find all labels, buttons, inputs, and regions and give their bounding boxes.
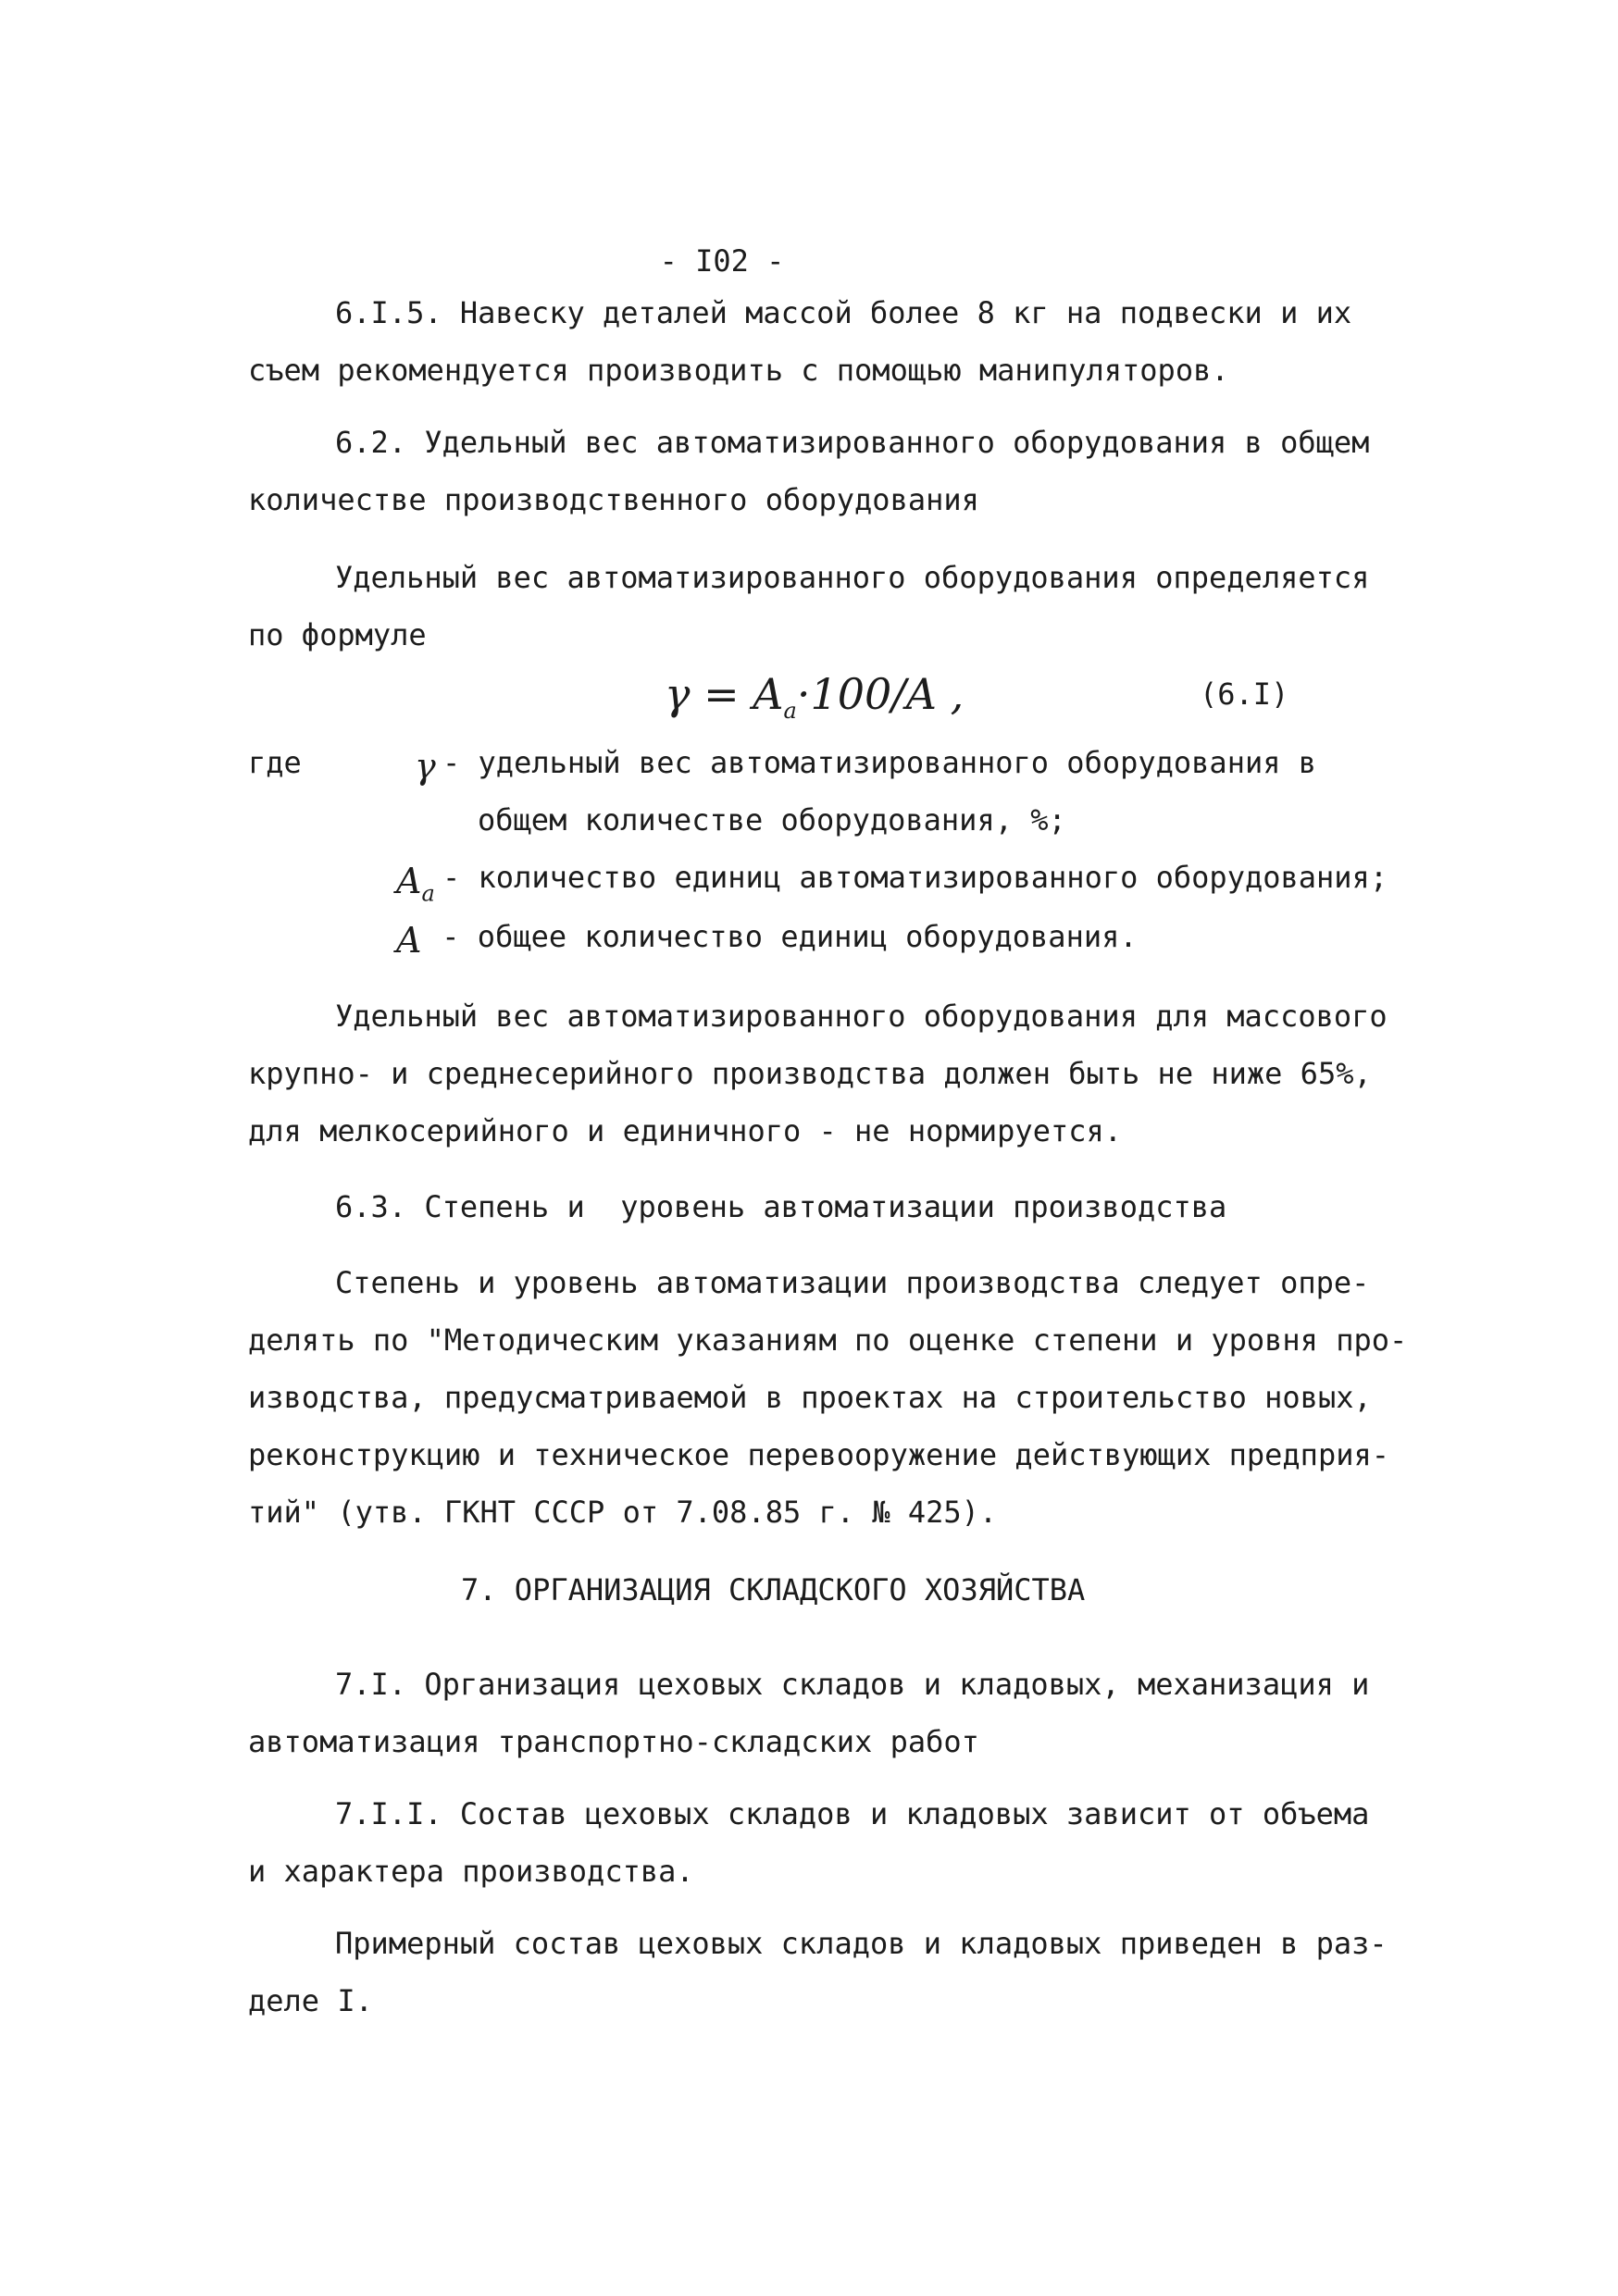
para-6-1-5-line2: съем рекомендуется производить с помощью манипуляторов. [248, 353, 1229, 388]
section-6-3-line5: тий" (утв. ГКНТ СССР от 7.08.85 г. № 425). [248, 1495, 998, 1530]
para-norm-line3: для мелкосерийного и единичного - не нормируется. [248, 1113, 1123, 1148]
formula-sub: a [783, 698, 797, 725]
def-gamma-text: - удельный вес автоматизированного оборудования в [442, 745, 1317, 780]
para-7-1-1-line4: деле I. [248, 1983, 373, 2018]
formula-number: (6.I) [1200, 676, 1289, 712]
formula-6-1 [665, 668, 964, 737]
para-7-1-1-line2: и характера производства. [248, 1854, 694, 1889]
para-6-1-5-line1: 6.I.5. Навеску деталей массой более 8 кг на подвески и их [335, 295, 1352, 330]
para-7-1-1-line1: 7.I.I. Состав цеховых складов и кладовых зависит от объема [335, 1796, 1370, 1831]
def-symbol-gamma: γ [415, 746, 436, 787]
section-6-3-title: 6.3. Степень и уровень автоматизации производства [335, 1189, 1227, 1224]
def-a-text: - общее количество единиц оборудования. [424, 919, 1138, 954]
def-symbol-aa [396, 863, 435, 912]
section-7-1-line2: автоматизация транспортно-складских работ [248, 1724, 979, 1759]
para-7-1-1-line3: Примерный состав цеховых складов и кладовых приведен в раз- [335, 1926, 1388, 1961]
para-6-2-intro-line1: Удельный вес автоматизированного оборудования определяется [335, 560, 1370, 595]
section-6-2-line2: количестве производственного оборудования [248, 482, 979, 517]
page-number: - I02 - [659, 243, 785, 279]
section-6-3-line3: изводства, предусматриваемой в проектах на строительство новых, [248, 1380, 1372, 1415]
section-6-3-line4: реконструкцию и техническое перевооружение действующих предприя- [248, 1437, 1389, 1472]
para-norm-line1: Удельный вес автоматизированного оборудования для массового [335, 999, 1388, 1034]
formula-rest: ·100/A , [796, 669, 965, 719]
chapter-7-title: 7. ОРГАНИЗАЦИЯ СКЛАДСКОГО ХОЗЯЙСТВА [461, 1572, 1086, 1607]
where-label: где [248, 745, 302, 780]
formula-lhs: γ [665, 669, 691, 719]
def-aa-sub: a [421, 880, 435, 907]
para-6-2-intro-line2: по формуле [248, 617, 427, 652]
def-symbol-a: A [396, 920, 422, 961]
section-6-3-line1: Степень и уровень автоматизации производства следует опре- [335, 1265, 1370, 1300]
def-aa-letter: A [396, 861, 422, 901]
section-7-1-line1: 7.I. Организация цеховых складов и кладовых, механизация и [335, 1667, 1370, 1702]
section-6-2-line1: 6.2. Удельный вес автоматизированного оборудования в общем [335, 425, 1370, 460]
def-aa-text: - количество единиц автоматизированного оборудования; [442, 860, 1388, 895]
formula-eq: = A [690, 669, 784, 719]
def-gamma-cont: общем количестве оборудования, %; [478, 802, 1066, 838]
section-6-3-line2: делять по "Методическим указаниям по оценке степени и уровня про- [248, 1322, 1408, 1358]
para-norm-line2: крупно- и среднесерийного производства должен быть не ниже 65%, [248, 1056, 1372, 1091]
